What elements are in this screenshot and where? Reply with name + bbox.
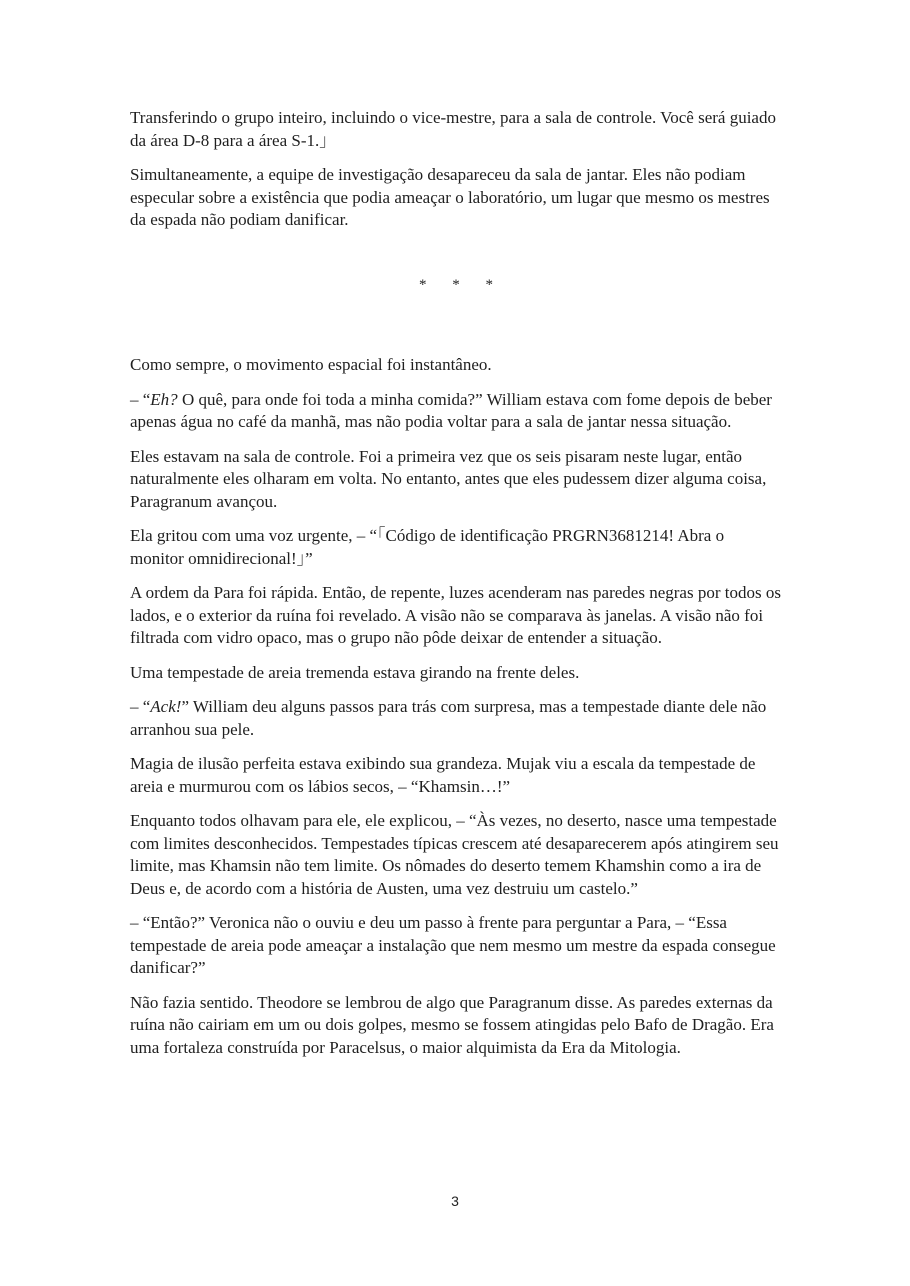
separator-asterisk: * xyxy=(452,276,460,293)
paragraph-order: A ordem da Para foi rápida. Então, de repente, luzes acenderam nas paredes negras por todos os lados, e o exterior da ruína foi revelado. A visão não se comparava às janelas. A visão não foi filtrada com vidro opaco, mas o grupo não pôde deixar de entender a situação. xyxy=(130,583,781,647)
separator-asterisk: * xyxy=(419,276,427,293)
paragraph-spatial-movement: Como sempre, o movimento espacial foi instantâneo. xyxy=(130,355,492,374)
paragraph-disappeared: Simultaneamente, a equipe de investigação desapareceu da sala de jantar. Eles não podiam especular sobre a existência que podia ameaçar o laboratório, um lugar que mesmo os mestres da espada não podiam danificar. xyxy=(130,165,770,229)
section-separator xyxy=(130,274,782,297)
paragraph-william-ack xyxy=(130,696,782,741)
dialogue-text: O quê, para onde foi toda a minha comida?” William estava com fome depois de beber apenas água no café da manhã, mas não podia voltar para a sala de jantar nessa situação. xyxy=(130,389,772,431)
dialogue-prefix: – “ xyxy=(130,697,151,716)
paragraph-urgent-voice: Ela gritou com uma voz urgente, – “「Código de identificação PRGRN3681214! Abra o monitor omnidirecional!」” xyxy=(130,526,725,568)
paragraph-illusion-magic: Magia de ilusão perfeita estava exibindo sua grandeza. Mujak viu a escala da tempestade de areia e murmurou com os lábios secos, – “Khamsin…!” xyxy=(130,754,756,796)
separator-asterisk: * xyxy=(485,276,493,293)
paragraph-veronica: – “Então?” Veronica não o ouviu e deu um passo à frente para perguntar a Para, – “Essa tempestade de areia pode ameaçar a instalação que nem mesmo um mestre da espada consegue danificar?” xyxy=(130,913,776,977)
paragraph-sandstorm: Uma tempestade de areia tremenda estava girando na frente deles. xyxy=(130,662,580,682)
page-number: 3 xyxy=(451,1193,459,1209)
paragraph-theodore: Não fazia sentido. Theodore se lembrou de algo que Paragranum disse. As paredes externas da ruína não cairiam em um ou dois golpes, mesmo se fossem atingidas pelo Bafo de Dragão. Era uma fortaleza construída por Paracelsus, o maior alquimista da Era da Mitologia. xyxy=(130,992,774,1057)
italic-interjection: Ack! xyxy=(150,697,182,716)
dialogue-text: ” William deu alguns passos para trás com surpresa, mas a tempestade diante dele não arranhou sua pele. xyxy=(130,697,767,739)
paragraph-william-food xyxy=(130,389,782,434)
italic-interjection: Eh? xyxy=(150,389,178,409)
paragraph-explanation: Enquanto todos olhavam para ele, ele explicou, – “Às vezes, no deserto, nasce uma tempestade com limites desconhecidos. Tempestades típicas crescem até desaparecerem após atingirem seu limite, mas Khamsin não tem limite. Os nômades do deserto temem Khamshin como a ira de Deus e, de acordo com a história de Austen, uma vez destruiu um castelo.” xyxy=(130,811,779,898)
paragraph-control-room: Eles estavam na sala de controle. Foi a primeira vez que os seis pisaram neste lugar, então naturalmente eles olharam em volta. No entanto, antes que eles pudessem dizer alguma coisa, Paragranum avançou. xyxy=(130,446,767,511)
page-body xyxy=(130,107,782,1071)
paragraph-transfer: Transferindo o grupo inteiro, incluindo o vice-mestre, para a sala de controle. Você será guiado da área D-8 para a área S-1.」 xyxy=(130,108,776,150)
dialogue-prefix: – “ xyxy=(130,389,151,409)
